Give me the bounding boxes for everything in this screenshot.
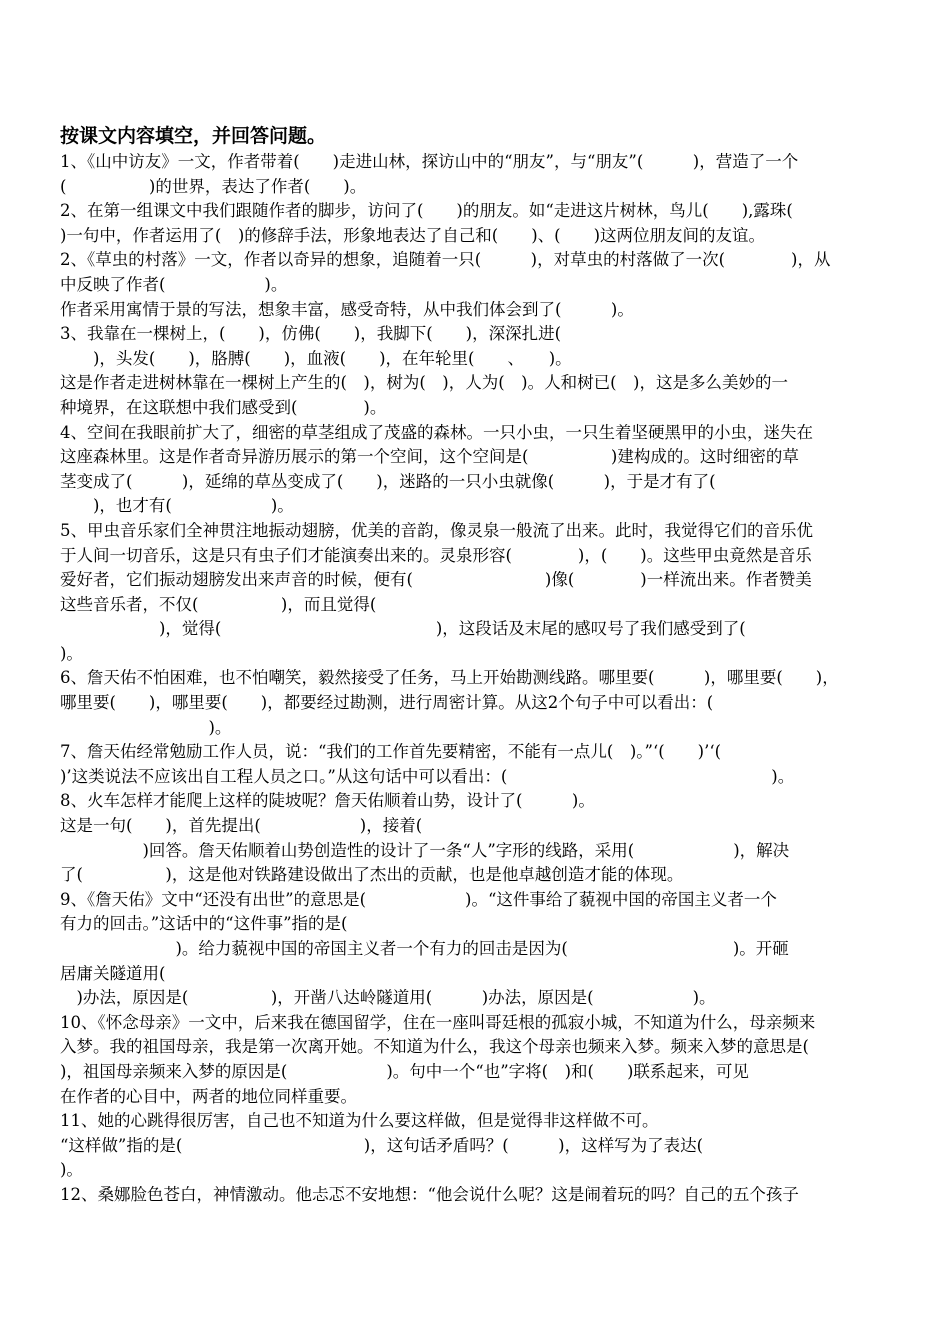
- text-line: 10、《怀念母亲》一文中，后来我在德国留学，住在一座叫哥廷根的孤寂小城，不知道为什么，母亲频来: [60, 1012, 816, 1032]
- text-line: 1、《山中访友》一文，作者带着( )走进山林，探访山中的“朋友”，与“朋友”( )，营造了一个: [60, 152, 799, 171]
- text-line: 3、我靠在一棵树上，( )，仿佛( )，我脚下( )，深深扎进(: [60, 324, 562, 344]
- text-line: )。给力藐视中国的帝国主义者一个有力的回击是因为( )。开砸: [60, 939, 789, 958]
- text-line: 6、詹天佑不怕困难，也不怕嘲笑，毅然接受了任务，马上开始勘测线路。哪里要( )，哪里要( )，: [60, 668, 839, 688]
- text-line: “这样做”指的是( )，这句话矛盾吗？( )，这样写为了表达(: [60, 1135, 704, 1155]
- text-line: 2、在第一组课文中我们跟随作者的脚步，访问了( )的朋友。如“走进这片树林，鸟儿( ),露珠(: [60, 201, 793, 221]
- text-line: )，祖国母亲频来入梦的原因是( )。句中一个“也”字将( )和( )联系起来，可见: [60, 1061, 749, 1081]
- text-line: )办法，原因是( )，开凿八达岭隧道用( )办法，原因是( )。: [60, 988, 716, 1008]
- text-line: )，头发( )，胳膊( )，血液( )，在年轮里( 、 )。: [60, 348, 572, 368]
- text-line: 2、《草虫的村落》一文，作者以奇异的想象，追随着一只( )，对草虫的村落做了一次( )，从: [60, 250, 831, 270]
- text-line: 这是作者走进树林靠在一棵树上产生的( )，树为( )，人为( )。人和树已( )，这是多么美妙的一: [60, 373, 788, 393]
- text-line: 这座森林里。这是作者奇异游历展示的第一个空间，这个空间是( )建构成的。这时细密的草: [60, 447, 799, 467]
- text-line: 茎变成了( )，延绵的草丛变成了( )，迷路的一只小虫就像( )，于是才有了(: [60, 471, 716, 491]
- text-line: 中反映了作者( )。: [60, 274, 288, 294]
- text-line: 种境界，在这联想中我们感受到( )。: [60, 397, 387, 417]
- text-line: 了( )，这是他对铁路建设做出了杰出的贡献，也是他卓越创造才能的体现。: [60, 865, 684, 885]
- text-line: )，觉得( )，这段话及末尾的感叹号了我们感受到了(: [60, 619, 746, 639]
- text-line: 爱好者，它们振动翅膀发出来声音的时候，便有( )像( )一样流出来。作者赞美: [60, 570, 812, 590]
- text-line: )。: [60, 643, 83, 663]
- worksheet-title: 按课文内容填空，并回答问题。: [60, 125, 327, 147]
- text-line: )。: [60, 1160, 83, 1180]
- text-line: )一句中，作者运用了( )的修辞手法，形象地表达了自己和( )、( )这两位朋友间的友谊。: [60, 225, 766, 245]
- text-line: )’这类说法不应该出自工程人员之口。”从这句话中可以看出：( )。: [60, 766, 795, 786]
- text-line: 5、甲虫音乐家们全神贯注地振动翅膀，优美的音韵，像灵泉一般流了出来。此时，我觉得它们的音乐优: [60, 520, 813, 540]
- text-line: 这些音乐者，不仅( )，而且觉得(: [60, 594, 377, 614]
- text-line: ( )的世界，表达了作者( )。: [60, 176, 367, 196]
- text-line: )。: [60, 717, 232, 737]
- text-line: 这是一句( )，首先提出( )，接着(: [60, 816, 423, 836]
- text-line: 12、桑娜脸色苍白，神情激动。他忐忑不安地想：“他会说什么呢？这是闹着玩的吗？自己的五个孩子: [60, 1184, 799, 1204]
- text-line: 8、火车怎样才能爬上这样的陡坡呢？詹天佑顺着山势，设计了( )。: [60, 791, 595, 811]
- worksheet-body: [60, 150, 893, 1208]
- text-line: 哪里要( )，哪里要( )，都要经过勘测，进行周密计算。从这2个句子中可以看出：(: [60, 693, 714, 713]
- text-line: 作者采用寓情于景的写法，想象丰富，感受奇特，从中我们体会到了( )。: [60, 299, 634, 319]
- text-line: )，也才有( )。: [60, 496, 294, 516]
- text-line: 居庸关隧道用(: [60, 963, 166, 983]
- text-line: 有力的回击。”这话中的“这件事”指的是(: [60, 914, 348, 934]
- text-line: 入梦。我的祖国母亲，我是第一次离开她。不知道为什么，我这个母亲也频来入梦。频来入梦的意思是(: [60, 1037, 809, 1057]
- text-line: 在作者的心目中，两者的地位同样重要。: [60, 1086, 357, 1106]
- text-line: 11、她的心跳得很厉害，自己也不知道为什么要这样做，但是觉得非这样做不可。: [60, 1111, 659, 1131]
- text-line: 于人间一切音乐，这是只有虫子们才能演奏出来的。灵泉形容( )，( )。这些甲虫竟然是音乐: [60, 545, 812, 565]
- text-line: 9、《詹天佑》文中“还没有出世”的意思是( )。“这件事给了藐视中国的帝国主义者一个: [60, 889, 777, 909]
- text-line: 4、空间在我眼前扩大了，细密的草茎组成了茂盛的森林。一只小虫，一只生着坚硬黑甲的小虫，迷失在: [60, 422, 813, 442]
- text-line: 7、詹天佑经常勉励工作人员，说：“我们的工作首先要精密，不能有一点儿( )。”‘( )’‘(: [60, 742, 722, 762]
- text-line: )回答。詹天佑顺着山势创造性的设计了一条“人”字形的线路，采用( )，解决: [60, 840, 790, 860]
- worksheet-page: [60, 122, 893, 1208]
